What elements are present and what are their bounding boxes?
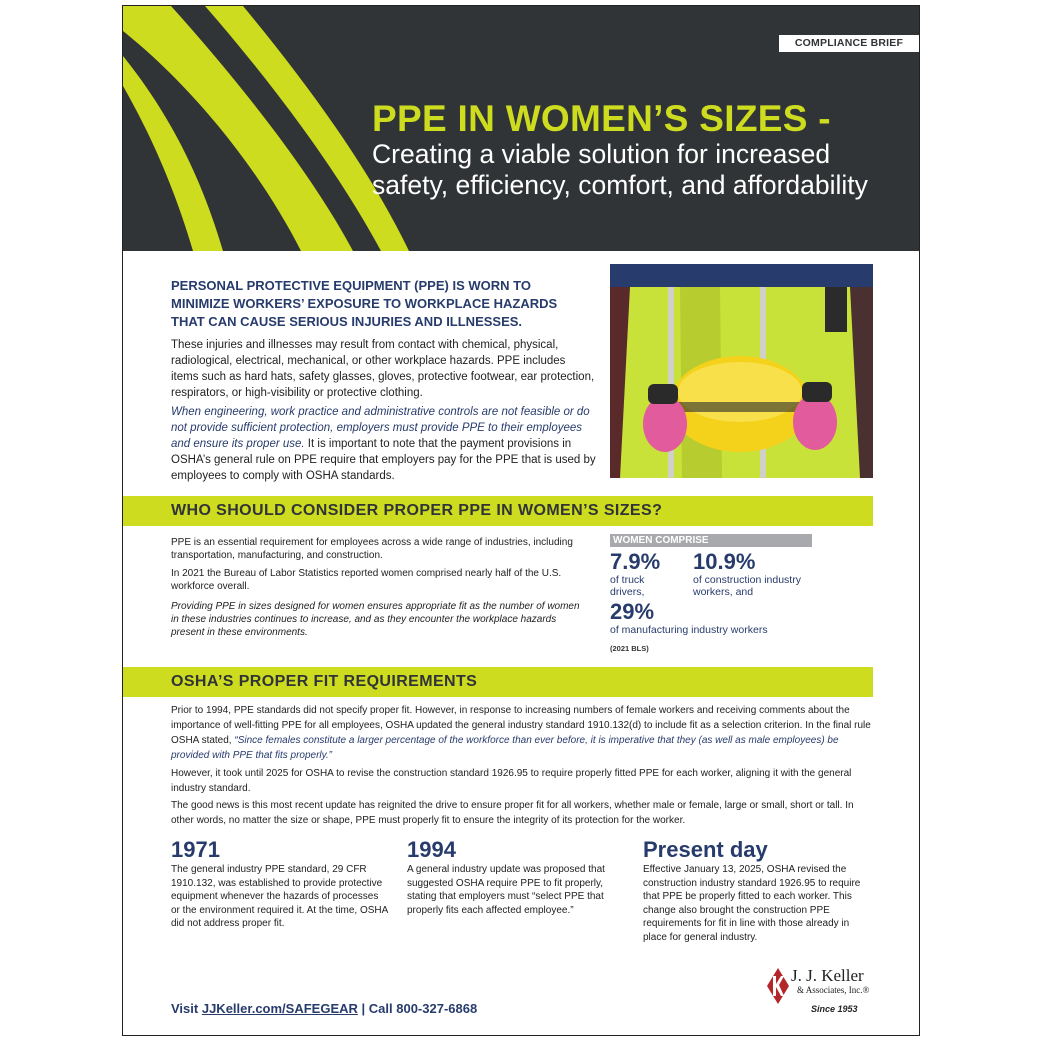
who-paragraph-1: PPE is an essential requirement for employees across a wide range of industries, including transportation, manufacturing, and construction.	[171, 537, 573, 561]
who-paragraph-2: In 2021 the Bureau of Labor Statistics reported women comprised nearly half of the U.S. workforce overall.	[171, 568, 562, 592]
osha-section-heading: OSHA’S PROPER FIT REQUIREMENTS	[171, 673, 478, 690]
stat-truck-value: 7.9%	[610, 549, 661, 574]
timeline-text-1971: The general industry PPE standard, 29 CFR 1910.132, was established to provide protective equipment whenever the hazards of processes or the environment required it. At the time, OSHA did not address proper fit.	[171, 864, 388, 929]
timeline-text-1994: A general industry update was proposed that suggested OSHA require PPE to fit properly, stating that employers must “select PPE that properly fits each affected employee.”	[407, 864, 605, 916]
intro-paragraph-2	[171, 404, 601, 484]
women-stats-panel	[610, 534, 812, 547]
who-paragraph-3: Providing PPE in sizes designed for women ensures appropriate fit as the number of women in these industries continues to increase, and as they encounter the workplace hazards present in these environments.	[171, 601, 580, 638]
stats-heading: WOMEN COMPRISE	[610, 534, 812, 547]
jj-keller-logo	[767, 966, 875, 1018]
logo-name: J. J. Keller	[791, 966, 864, 985]
document-page	[122, 5, 920, 1036]
timeline-year-present: Present day	[643, 837, 768, 862]
who-section-band	[123, 496, 873, 526]
timeline-year-1971: 1971	[171, 837, 220, 862]
stats-source: (2021 BLS)	[610, 644, 649, 653]
stat-manufacturing-value: 29%	[610, 599, 655, 624]
osha-p1-text: Prior to 1994, PPE standards did not specify proper fit. However, in response to increasing numbers of female workers and receiving comments about the importance of well-fitting PPE for all employees, OSHA updated the general industry standard 1910.132(d) to include fit as a selection criterion. In the final rule OSHA stated,	[171, 705, 871, 746]
hero-banner	[123, 6, 919, 251]
footer-visit-text: Visit	[171, 1001, 202, 1016]
timeline-year-1994: 1994	[407, 837, 456, 862]
stat-construction-label: of construction industry workers, and	[693, 574, 801, 598]
page-title: PPE IN WOMEN’S SIZES -	[372, 98, 831, 139]
intro-rest-text: It is important to note that the payment provisions in OSHA’s general rule on PPE require that employers pay for the PPE that is used by employees to comply with OSHA standards.	[171, 438, 596, 482]
osha-paragraph-1	[171, 703, 871, 763]
footer-website-link[interactable]: JJKeller.com/SAFEGEAR	[201, 1001, 358, 1016]
osha-section-band	[123, 667, 873, 697]
intro-heading: PERSONAL PROTECTIVE EQUIPMENT (PPE) IS WORN TO MINIMIZE WORKERS’ EXPOSURE TO WORKPLACE HAZARDS THAT CAN CAUSE SERIOUS INJURIES AND ILLNESSES.	[171, 278, 558, 329]
osha-paragraph-3: The good news is this most recent update has reignited the drive to ensure proper fit for all workers, whether male or female, large or small, short or tall. In other words, no matter the size or shape, PPE must properly fit to ensure the integrity of its protection for the worker.	[171, 800, 854, 826]
footer-contact	[171, 1001, 477, 1016]
intro-italic-text: When engineering, work practice and administrative controls are not feasible or do not provide sufficient protection, employers must provide PPE to their employees and ensure its proper use.	[171, 406, 590, 450]
intro-paragraph: These injuries and illnesses may result from contact with chemical, physical, radiological, electrical, mechanical, or other workplace hazards. PPE includes items such as hard hats, safety glasses, gloves, protective footwear, ear protection, respirators, or high-visibility or protective clothing.	[171, 339, 595, 399]
footer-separator: |	[357, 1001, 369, 1016]
worker-illustration	[610, 264, 873, 478]
worker-photo	[610, 264, 873, 478]
photo-accent-bar	[610, 264, 873, 287]
stat-construction-value: 10.9%	[693, 549, 756, 574]
osha-quote: “Since females constitute a larger percentage of the workforce than ever before, it is imperative that they (as well as male employees) be provided with PPE that fits properly.”	[171, 735, 839, 761]
page-subtitle: Creating a viable solution for increased safety, efficiency, comfort, and affordability	[372, 139, 868, 200]
footer-phone: Call 800-327-6868	[368, 1001, 478, 1016]
timeline-text-present: Effective January 13, 2025, OSHA revised the construction industry standard 1926.95 to require that PPE be properly fitted to each worker. This change also brought the construction PPE requirements for fit in line with those already in place for general industry.	[643, 864, 861, 943]
stat-manufacturing-label: of manufacturing industry workers	[610, 624, 768, 636]
stat-truck-label: of truck drivers,	[610, 574, 645, 598]
keller-mark-icon	[767, 968, 789, 1004]
who-section-heading: WHO SHOULD CONSIDER PROPER PPE IN WOMEN’S SIZES?	[171, 502, 663, 519]
osha-paragraph-2: However, it took until 2025 for OSHA to revise the construction standard 1926.95 to require properly fitted PPE for each worker, aligning it with the general industry standard.	[171, 768, 852, 794]
logo-subtitle: & Associates, Inc.®	[797, 985, 870, 995]
compliance-badge: COMPLIANCE BRIEF	[779, 35, 919, 52]
logo-since: Since 1953	[811, 1004, 858, 1014]
